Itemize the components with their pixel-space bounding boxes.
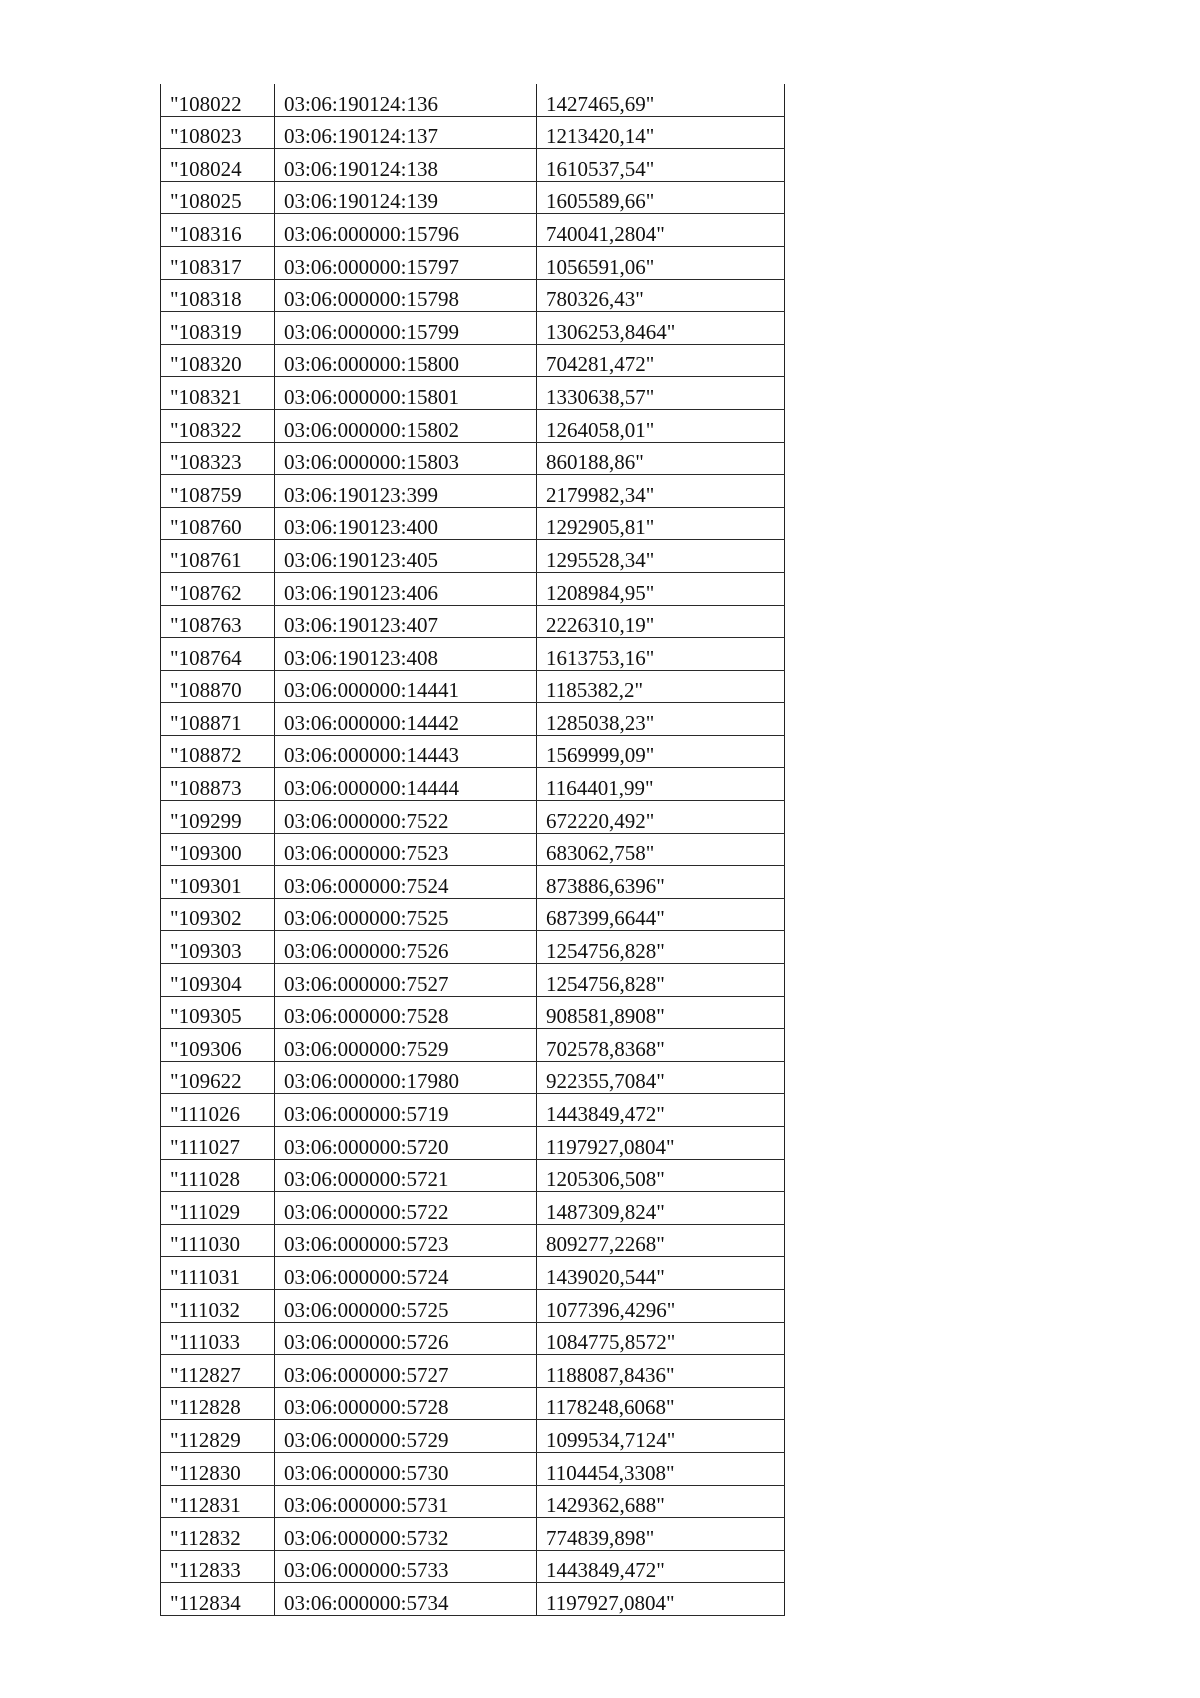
cadastral-number-cell: 03:06:000000:5733 <box>275 1550 537 1583</box>
row-number-cell: "108024 <box>161 149 275 182</box>
table-row <box>161 638 785 671</box>
table-row <box>161 1257 785 1290</box>
cadastral-value-cell: 1254756,828" <box>537 964 785 997</box>
table-row <box>161 312 785 345</box>
table-row <box>161 116 785 149</box>
cadastral-value-cell: 1285038,23" <box>537 703 785 736</box>
cadastral-number-cell: 03:06:190123:405 <box>275 540 537 573</box>
row-number-cell: "108316 <box>161 214 275 247</box>
cadastral-value-cell: 672220,492" <box>537 801 785 834</box>
cadastral-number-cell: 03:06:000000:14443 <box>275 735 537 768</box>
row-number-cell: "109301 <box>161 866 275 899</box>
cadastral-value-cell: 740041,2804" <box>537 214 785 247</box>
table-row <box>161 833 785 866</box>
cadastral-number-cell: 03:06:000000:14441 <box>275 670 537 703</box>
cadastral-value-cell: 1605589,66" <box>537 181 785 214</box>
cadastral-number-cell: 03:06:190123:408 <box>275 638 537 671</box>
cadastral-value-cell: 860188,86" <box>537 442 785 475</box>
cadastral-value-cell: 1427465,69" <box>537 84 785 116</box>
table-row <box>161 1452 785 1485</box>
cadastral-value-cell: 1178248,6068" <box>537 1387 785 1420</box>
row-number-cell: "109305 <box>161 996 275 1029</box>
cadastral-number-cell: 03:06:000000:5729 <box>275 1420 537 1453</box>
table-row <box>161 246 785 279</box>
row-number-cell: "109306 <box>161 1029 275 1062</box>
cadastral-number-cell: 03:06:000000:5734 <box>275 1583 537 1616</box>
table-row <box>161 1224 785 1257</box>
row-number-cell: "108764 <box>161 638 275 671</box>
cadastral-value-cell: 1185382,2" <box>537 670 785 703</box>
cadastral-number-cell: 03:06:000000:7522 <box>275 801 537 834</box>
cadastral-number-cell: 03:06:000000:5726 <box>275 1322 537 1355</box>
table-row <box>161 279 785 312</box>
table-row <box>161 409 785 442</box>
cadastral-number-cell: 03:06:000000:5723 <box>275 1224 537 1257</box>
cadastral-number-cell: 03:06:000000:15799 <box>275 312 537 345</box>
table-row <box>161 377 785 410</box>
cadastral-number-cell: 03:06:000000:5730 <box>275 1452 537 1485</box>
cadastral-value-cell: 873886,6396" <box>537 866 785 899</box>
cadastral-number-cell: 03:06:000000:14442 <box>275 703 537 736</box>
table-body <box>161 84 785 1615</box>
table-row <box>161 1159 785 1192</box>
table-row <box>161 866 785 899</box>
cadastral-number-cell: 03:06:000000:5724 <box>275 1257 537 1290</box>
row-number-cell: "112834 <box>161 1583 275 1616</box>
cadastral-value-cell: 1197927,0804" <box>537 1583 785 1616</box>
table-row <box>161 84 785 116</box>
row-number-cell: "109304 <box>161 964 275 997</box>
cadastral-number-cell: 03:06:190124:138 <box>275 149 537 182</box>
table-row <box>161 1094 785 1127</box>
row-number-cell: "108321 <box>161 377 275 410</box>
row-number-cell: "111026 <box>161 1094 275 1127</box>
cadastral-value-cell: 809277,2268" <box>537 1224 785 1257</box>
cadastral-value-cell: 1295528,34" <box>537 540 785 573</box>
row-number-cell: "111027 <box>161 1127 275 1160</box>
row-number-cell: "108870 <box>161 670 275 703</box>
row-number-cell: "108319 <box>161 312 275 345</box>
cadastral-value-cell: 780326,43" <box>537 279 785 312</box>
cadastral-value-cell: 922355,7084" <box>537 1061 785 1094</box>
cadastral-value-cell: 1104454,3308" <box>537 1452 785 1485</box>
cadastral-value-cell: 1610537,54" <box>537 149 785 182</box>
row-number-cell: "108322 <box>161 409 275 442</box>
cadastral-value-cell: 1197927,0804" <box>537 1127 785 1160</box>
cadastral-number-cell: 03:06:000000:7526 <box>275 931 537 964</box>
row-number-cell: "108023 <box>161 116 275 149</box>
cadastral-number-cell: 03:06:000000:15800 <box>275 344 537 377</box>
cadastral-value-cell: 2226310,19" <box>537 605 785 638</box>
cadastral-value-cell: 1056591,06" <box>537 246 785 279</box>
cadastral-number-cell: 03:06:000000:7524 <box>275 866 537 899</box>
table-row <box>161 1289 785 1322</box>
cadastral-value-cell: 2179982,34" <box>537 475 785 508</box>
table-row <box>161 1355 785 1388</box>
cadastral-number-cell: 03:06:190124:139 <box>275 181 537 214</box>
cadastral-value-cell: 1264058,01" <box>537 409 785 442</box>
cadastral-number-cell: 03:06:000000:15802 <box>275 409 537 442</box>
table-row <box>161 181 785 214</box>
row-number-cell: "108022 <box>161 84 275 116</box>
cadastral-value-table <box>160 84 785 1616</box>
table-row <box>161 1322 785 1355</box>
cadastral-number-cell: 03:06:000000:5727 <box>275 1355 537 1388</box>
row-number-cell: "111032 <box>161 1289 275 1322</box>
cadastral-number-cell: 03:06:190124:137 <box>275 116 537 149</box>
table-row <box>161 605 785 638</box>
row-number-cell: "112830 <box>161 1452 275 1485</box>
cadastral-number-cell: 03:06:000000:15801 <box>275 377 537 410</box>
row-number-cell: "112833 <box>161 1550 275 1583</box>
table-row <box>161 507 785 540</box>
cadastral-number-cell: 03:06:000000:15803 <box>275 442 537 475</box>
table-row <box>161 1192 785 1225</box>
row-number-cell: "112829 <box>161 1420 275 1453</box>
table-row <box>161 801 785 834</box>
cadastral-number-cell: 03:06:190123:400 <box>275 507 537 540</box>
cadastral-number-cell: 03:06:190123:399 <box>275 475 537 508</box>
table-row <box>161 996 785 1029</box>
row-number-cell: "109622 <box>161 1061 275 1094</box>
row-number-cell: "108317 <box>161 246 275 279</box>
table-row <box>161 344 785 377</box>
row-number-cell: "108318 <box>161 279 275 312</box>
table-row <box>161 1061 785 1094</box>
cadastral-value-cell: 683062,758" <box>537 833 785 866</box>
table-row <box>161 931 785 964</box>
cadastral-value-cell: 1188087,8436" <box>537 1355 785 1388</box>
cadastral-value-cell: 1205306,508" <box>537 1159 785 1192</box>
table-row <box>161 1420 785 1453</box>
cadastral-value-cell: 1330638,57" <box>537 377 785 410</box>
cadastral-number-cell: 03:06:190124:136 <box>275 84 537 116</box>
row-number-cell: "108872 <box>161 735 275 768</box>
cadastral-value-cell: 1613753,16" <box>537 638 785 671</box>
cadastral-value-cell: 1439020,544" <box>537 1257 785 1290</box>
row-number-cell: "111030 <box>161 1224 275 1257</box>
row-number-cell: "108320 <box>161 344 275 377</box>
table-row <box>161 475 785 508</box>
cadastral-number-cell: 03:06:190123:406 <box>275 572 537 605</box>
row-number-cell: "112832 <box>161 1518 275 1551</box>
cadastral-value-cell: 1443849,472" <box>537 1550 785 1583</box>
cadastral-number-cell: 03:06:000000:15797 <box>275 246 537 279</box>
cadastral-value-cell: 704281,472" <box>537 344 785 377</box>
row-number-cell: "108025 <box>161 181 275 214</box>
cadastral-number-cell: 03:06:000000:7525 <box>275 898 537 931</box>
cadastral-value-cell: 1254756,828" <box>537 931 785 964</box>
table-row <box>161 1518 785 1551</box>
row-number-cell: "111033 <box>161 1322 275 1355</box>
table-row <box>161 540 785 573</box>
cadastral-number-cell: 03:06:000000:5725 <box>275 1289 537 1322</box>
table-row <box>161 703 785 736</box>
cadastral-number-cell: 03:06:000000:7529 <box>275 1029 537 1062</box>
row-number-cell: "111031 <box>161 1257 275 1290</box>
row-number-cell: "109302 <box>161 898 275 931</box>
row-number-cell: "108873 <box>161 768 275 801</box>
cadastral-value-cell: 1443849,472" <box>537 1094 785 1127</box>
cadastral-value-cell: 1306253,8464" <box>537 312 785 345</box>
table-row <box>161 1583 785 1616</box>
cadastral-value-cell: 774839,898" <box>537 1518 785 1551</box>
cadastral-value-cell: 1164401,99" <box>537 768 785 801</box>
cadastral-number-cell: 03:06:000000:5721 <box>275 1159 537 1192</box>
table-row <box>161 735 785 768</box>
cadastral-number-cell: 03:06:000000:7528 <box>275 996 537 1029</box>
table-row <box>161 768 785 801</box>
row-number-cell: "112831 <box>161 1485 275 1518</box>
cadastral-number-cell: 03:06:000000:17980 <box>275 1061 537 1094</box>
cadastral-number-cell: 03:06:000000:5728 <box>275 1387 537 1420</box>
row-number-cell: "108760 <box>161 507 275 540</box>
cadastral-value-cell: 1569999,09" <box>537 735 785 768</box>
table-row <box>161 442 785 475</box>
row-number-cell: "109299 <box>161 801 275 834</box>
row-number-cell: "109303 <box>161 931 275 964</box>
row-number-cell: "108762 <box>161 572 275 605</box>
table-row <box>161 1485 785 1518</box>
cadastral-value-cell: 687399,6644" <box>537 898 785 931</box>
cadastral-value-cell: 1208984,95" <box>537 572 785 605</box>
cadastral-value-cell: 1099534,7124" <box>537 1420 785 1453</box>
row-number-cell: "108761 <box>161 540 275 573</box>
row-number-cell: "112828 <box>161 1387 275 1420</box>
row-number-cell: "112827 <box>161 1355 275 1388</box>
row-number-cell: "111029 <box>161 1192 275 1225</box>
cadastral-number-cell: 03:06:000000:5732 <box>275 1518 537 1551</box>
cadastral-value-cell: 908581,8908" <box>537 996 785 1029</box>
table-row <box>161 149 785 182</box>
row-number-cell: "108763 <box>161 605 275 638</box>
cadastral-number-cell: 03:06:000000:7527 <box>275 964 537 997</box>
cadastral-value-cell: 1077396,4296" <box>537 1289 785 1322</box>
table-row <box>161 670 785 703</box>
cadastral-number-cell: 03:06:000000:5722 <box>275 1192 537 1225</box>
table-row <box>161 1550 785 1583</box>
cadastral-value-cell: 1487309,824" <box>537 1192 785 1225</box>
cadastral-value-cell: 1213420,14" <box>537 116 785 149</box>
cadastral-number-cell: 03:06:190123:407 <box>275 605 537 638</box>
table-row <box>161 214 785 247</box>
table-row <box>161 1029 785 1062</box>
cadastral-number-cell: 03:06:000000:5720 <box>275 1127 537 1160</box>
table-row <box>161 572 785 605</box>
cadastral-number-cell: 03:06:000000:7523 <box>275 833 537 866</box>
table-row <box>161 898 785 931</box>
cadastral-number-cell: 03:06:000000:5719 <box>275 1094 537 1127</box>
table-row <box>161 1127 785 1160</box>
cadastral-number-cell: 03:06:000000:15798 <box>275 279 537 312</box>
cadastral-number-cell: 03:06:000000:5731 <box>275 1485 537 1518</box>
cadastral-value-cell: 1084775,8572" <box>537 1322 785 1355</box>
cadastral-value-cell: 1292905,81" <box>537 507 785 540</box>
table-row <box>161 964 785 997</box>
cadastral-value-cell: 1429362,688" <box>537 1485 785 1518</box>
row-number-cell: "111028 <box>161 1159 275 1192</box>
row-number-cell: "108323 <box>161 442 275 475</box>
row-number-cell: "109300 <box>161 833 275 866</box>
table-row <box>161 1387 785 1420</box>
row-number-cell: "108759 <box>161 475 275 508</box>
cadastral-number-cell: 03:06:000000:14444 <box>275 768 537 801</box>
row-number-cell: "108871 <box>161 703 275 736</box>
cadastral-value-cell: 702578,8368" <box>537 1029 785 1062</box>
cadastral-number-cell: 03:06:000000:15796 <box>275 214 537 247</box>
